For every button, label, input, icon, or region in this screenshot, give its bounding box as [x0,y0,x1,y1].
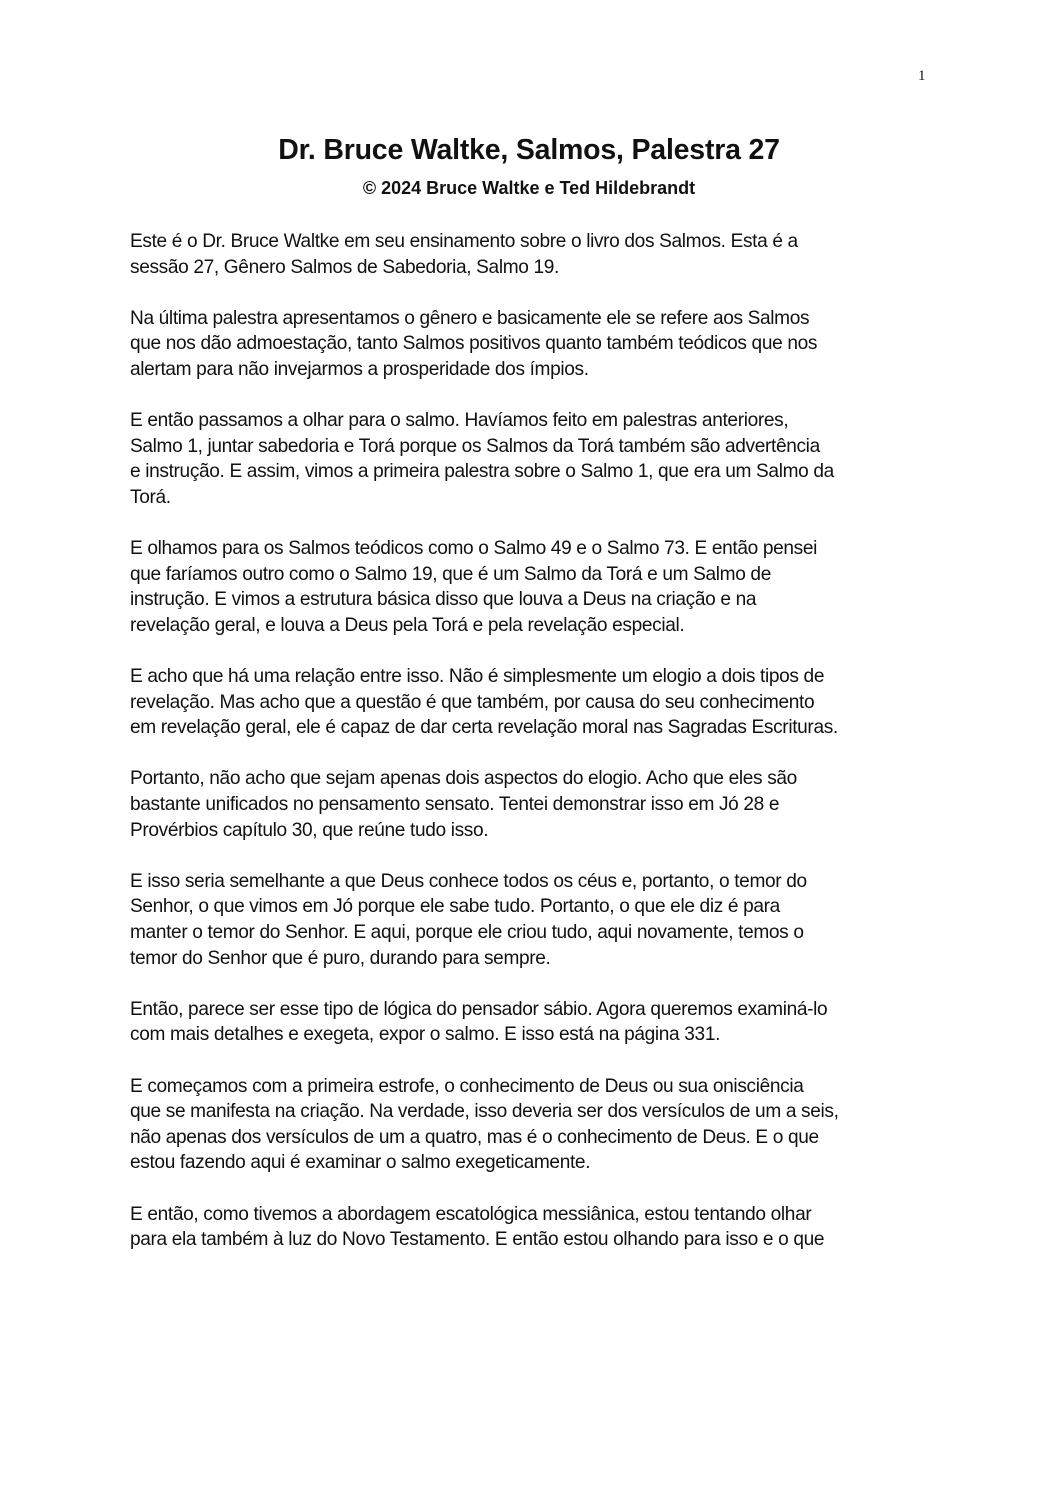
text-line: alertam para não invejarmos a prosperidade dos ímpios. [130,358,589,380]
text-line: bastante unificados no pensamento sensato. Tentei demonstrar isso em Jó 28 e [130,794,780,816]
text-line: E acho que há uma relação entre isso. Não é simplesmente um elogio a dois tipos de [130,666,825,688]
paragraph [130,869,928,971]
text-line: que se manifesta na criação. Na verdade, isso deveria ser dos versículos de um a seis, [130,1101,839,1123]
document-title: Dr. Bruce Waltke, Salmos, Palestra 27 [278,134,780,166]
paragraph [130,997,928,1048]
text-line: Senhor, o que vimos em Jó porque ele sabe tudo. Portanto, o que ele diz é para [130,896,780,918]
text-line: para ela também à luz do Novo Testamento. E então estou olhando para isso e o que [130,1229,825,1251]
text-line: estou fazendo aqui é examinar o salmo exegeticamente. [130,1152,591,1174]
text-line: E isso seria semelhante a que Deus conhece todos os céus e, portanto, o temor do [130,870,807,892]
text-line: revelação. Mas acho que a questão é que também, por causa do seu conhecimento [130,691,815,713]
text-line: que faríamos outro como o Salmo 19, que é um Salmo da Torá e um Salmo de [130,563,771,585]
text-line: que nos dão admoestação, tanto Salmos positivos quanto também teódicos que nos [130,333,818,355]
text-line: E começamos com a primeira estrofe, o conhecimento de Deus ou sua onisciência [130,1075,804,1097]
text-line: Então, parece ser esse tipo de lógica do pensador sábio. Agora queremos examiná-lo [130,998,828,1020]
transcript-body [130,229,928,1278]
text-line: sessão 27, Gênero Salmos de Sabedoria, Salmo 19. [130,256,559,278]
text-line: com mais detalhes e exegeta, expor o salmo. E isso está na página 331. [130,1024,721,1046]
text-line: E então passamos a olhar para o salmo. Havíamos feito em palestras anteriores, [130,410,789,432]
text-line: instrução. E vimos a estrutura básica disso que louva a Deus na criação e na [130,589,757,611]
text-line: revelação geral, e louva a Deus pela Torá e pela revelação especial. [130,614,685,636]
text-line: E então, como tivemos a abordagem escatológica messiânica, estou tentando olhar [130,1203,812,1225]
text-line: temor do Senhor que é puro, durando para sempre. [130,947,551,969]
copyright-line: © 2024 Bruce Waltke e Ted Hildebrandt [362,178,696,198]
paragraph [130,536,928,638]
text-line: E olhamos para os Salmos teódicos como o Salmo 49 e o Salmo 73. E então pensei [130,538,818,560]
text-line: Torá. [130,486,171,508]
paragraph [130,766,928,843]
text-line: e instrução. E assim, vimos a primeira palestra sobre o Salmo 1, que era um Salmo da [130,461,834,483]
text-line: Portanto, não acho que sejam apenas dois aspectos do elogio. Acho que eles são [130,768,797,790]
text-line: não apenas dos versículos de um a quatro, mas é o conhecimento de Deus. E o que [130,1126,819,1148]
text-line: manter o temor do Senhor. E aqui, porque ele criou tudo, aqui novamente, temos o [130,922,804,944]
paragraph [130,229,928,280]
text-line: em revelação geral, ele é capaz de dar certa revelação moral nas Sagradas Escrituras. [130,717,838,739]
paragraph [130,306,928,383]
paragraph [130,1074,928,1176]
text-line: Na última palestra apresentamos o gênero e basicamente ele se refere aos Salmos [130,307,810,329]
page-number: 1 [918,68,926,84]
paragraph [130,408,928,510]
text-line: Este é o Dr. Bruce Waltke em seu ensinamento sobre o livro dos Salmos. Esta é a [130,231,798,252]
paragraph [130,664,928,741]
text-line: Salmo 1, juntar sabedoria e Torá porque os Salmos da Torá também são advertência [130,435,820,457]
text-line: Provérbios capítulo 30, que reúne tudo isso. [130,819,489,841]
paragraph [130,1202,928,1253]
